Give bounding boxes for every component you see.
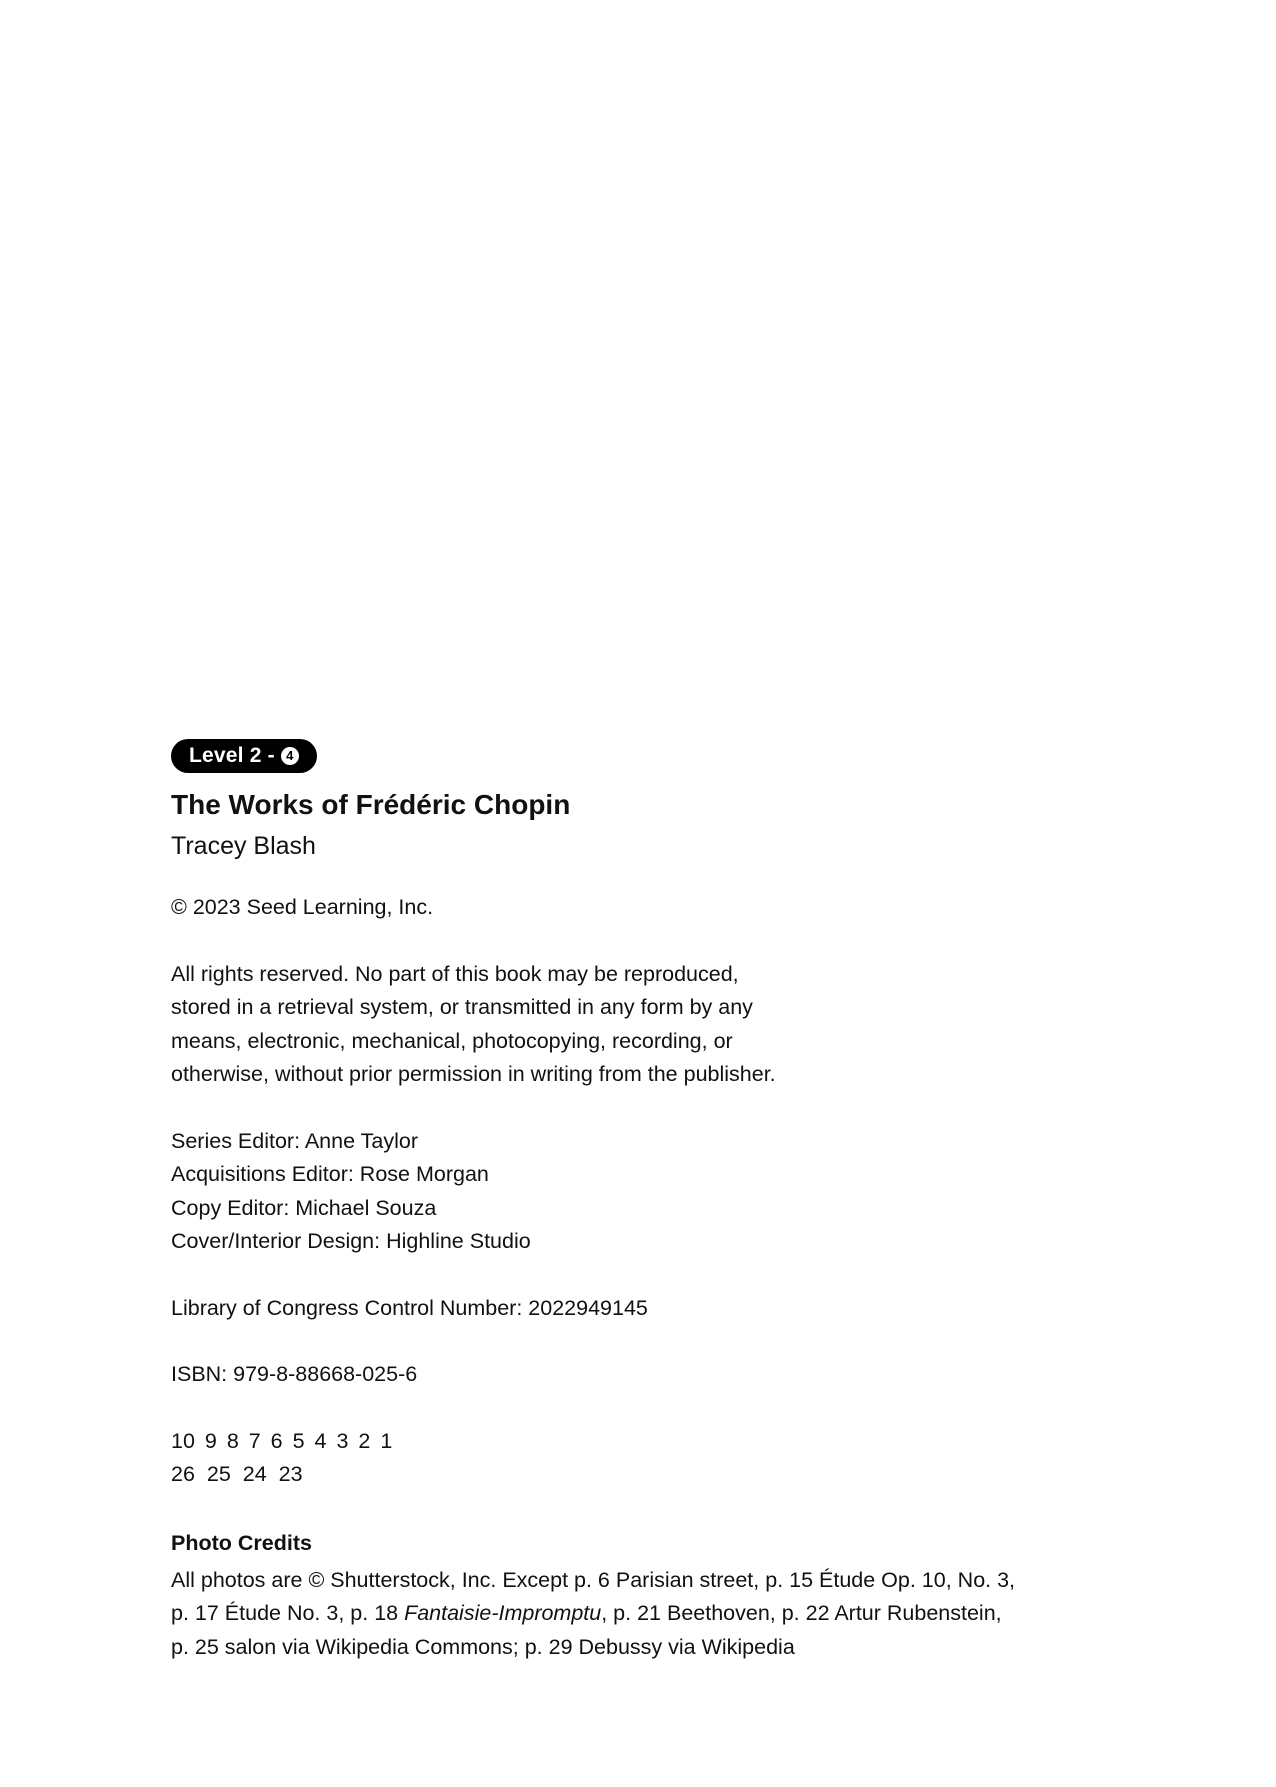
photo-credits-segment: p. 17 Étude No. 3, p. 18 — [171, 1601, 405, 1625]
level-badge-label: Level 2 - — [189, 744, 275, 767]
rights-line: means, electronic, mechanical, photocopying, recording, or — [171, 1028, 733, 1053]
printing-numbers: 10 9 8 7 6 5 4 3 2 1 — [171, 1428, 393, 1453]
staff-credits — [171, 1125, 1071, 1259]
photo-credits-segment: , p. 21 Beethoven, p. 22 Artur Rubenstein, — [601, 1601, 1002, 1625]
book-author: Tracey Blash — [171, 832, 316, 860]
photo-credits-line — [171, 1597, 1071, 1631]
isbn: ISBN: 979-8-88668-025-6 — [171, 1362, 418, 1386]
level-number-circle-icon: 4 — [281, 747, 299, 765]
lccn: Library of Congress Control Number: 2022949145 — [171, 1295, 648, 1320]
acquisitions-editor: Acquisitions Editor: Rose Morgan — [171, 1162, 489, 1186]
copy-editor: Copy Editor: Michael Souza — [171, 1195, 437, 1220]
photo-credits-line: p. 25 salon via Wikipedia Commons; p. 29 Debussy via Wikipedia — [171, 1634, 795, 1659]
photo-credits-line: All photos are © Shutterstock, Inc. Except p. 6 Parisian street, p. 15 Étude Op. 10, No. 3, — [171, 1567, 1016, 1592]
copyright-notice: © 2023 Seed Learning, Inc. — [171, 895, 434, 919]
series-editor: Series Editor: Anne Taylor — [171, 1128, 418, 1153]
level-badge — [171, 739, 317, 773]
photo-credits-text — [171, 1564, 1071, 1665]
rights-line: stored in a retrieval system, or transmitted in any form by any — [171, 995, 753, 1019]
rights-line: otherwise, without prior permission in writing from the publisher. — [171, 1062, 776, 1086]
photo-credits-italic-title: Fantaisie-Impromptu — [404, 1601, 602, 1625]
rights-line: All rights reserved. No part of this book may be reproduced, — [171, 961, 739, 986]
book-title: The Works of Frédéric Chopin — [171, 789, 571, 820]
design-credit: Cover/Interior Design: Highline Studio — [171, 1229, 531, 1253]
printing-years: 26 25 24 23 — [171, 1462, 303, 1486]
photo-credits-heading: Photo Credits — [171, 1530, 312, 1555]
copyright-content — [171, 739, 1071, 1664]
rights-statement — [171, 958, 1071, 1092]
printing-line — [171, 1425, 1071, 1492]
